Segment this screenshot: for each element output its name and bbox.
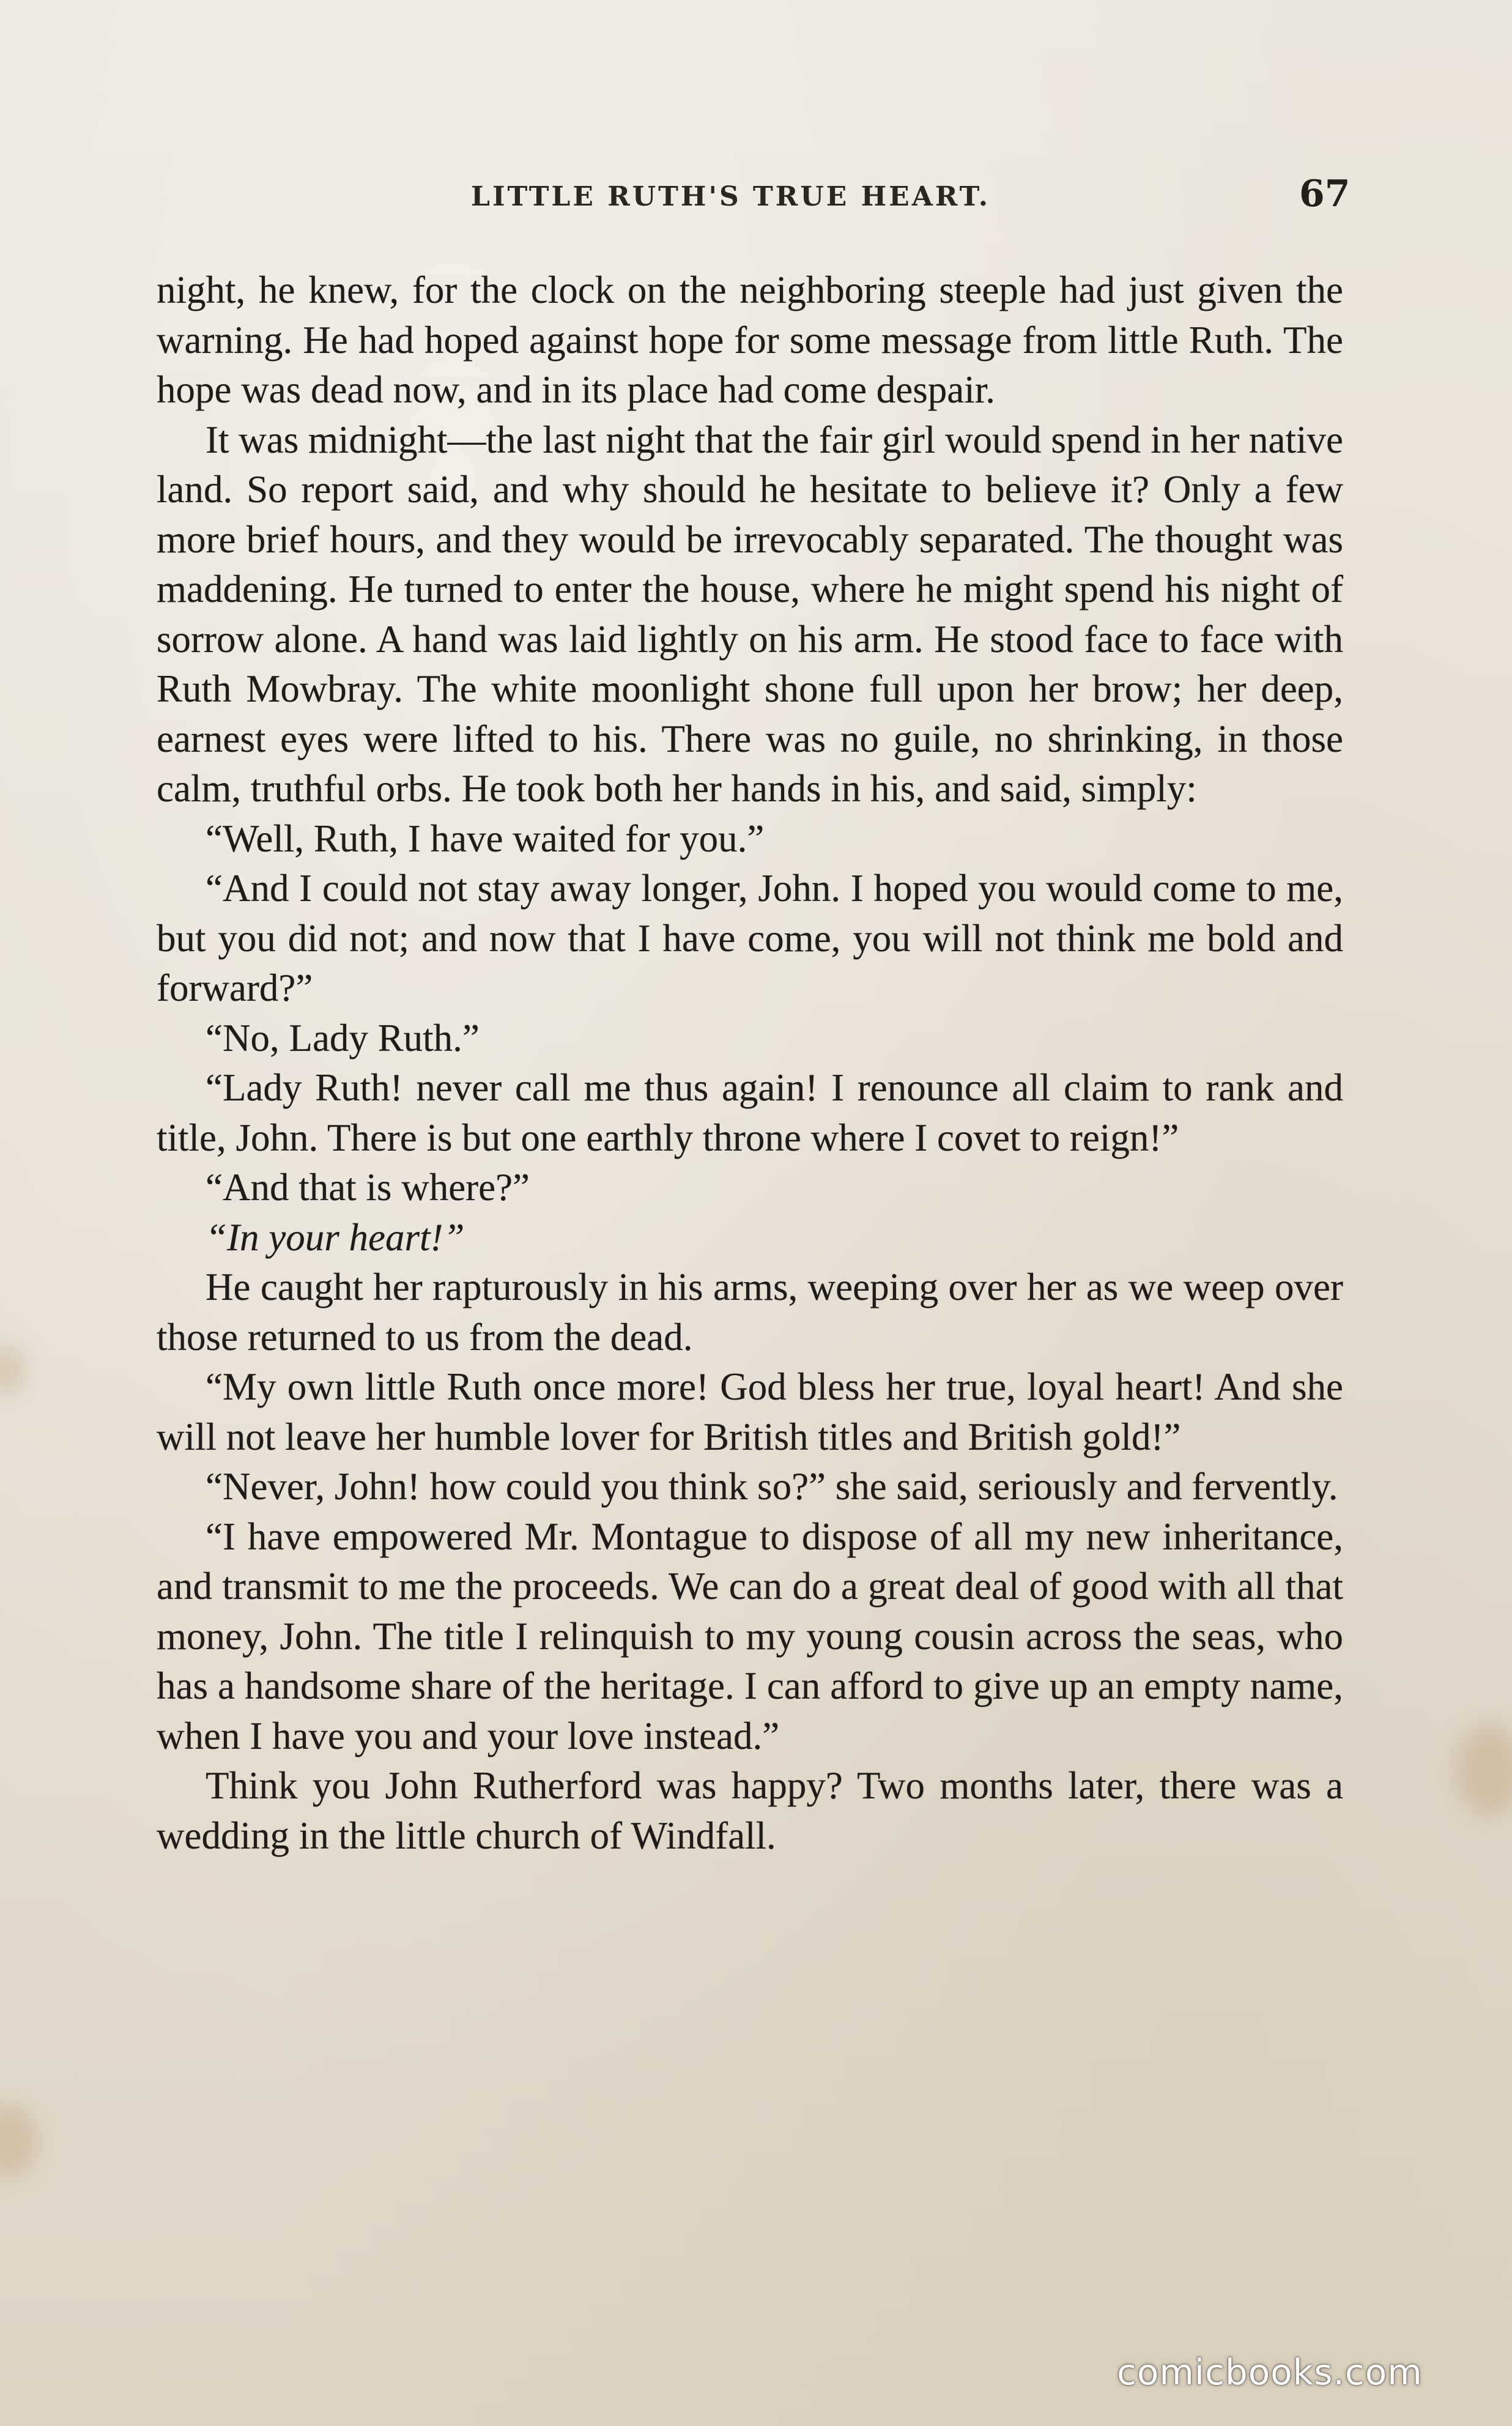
paragraph: “I have empowered Mr. Montague to dispose of all my new inheritance, and transmit to me the proceeds. We can do a great deal of good with all that money, John. The title I relinquish to my young cousin across the seas, who has a handsome share of the heritage. I can afford to give up an empty name, when I have you and your love instead.” [157,1515,1343,1757]
paragraph: It was midnight—the last night that the fair girl would spend in her native land. So report said, and why should he hesitate to believe it? Only a few more brief hours, and they would be irrevocably separated. The thought was maddening. He turned to enter the house, where he might spend his night of sorrow alone. A hand was laid lightly on his arm. He stood face to face with Ruth Mowbray. The white moonlight shone full upon her brow; her deep, earnest eyes were lifted to his. There was no guile, no shrinking, in those calm, truthful orbs. He took both her hands in his, and said, simply: [157,418,1343,810]
paragraph: night, he knew, for the clock on the neighboring steeple had just given the warning. He had hoped against hope for some message from little Ruth. The hope was dead now, and in its place had come despair. [157,269,1343,411]
paragraph: “And that is where?” [206,1166,530,1209]
watermark: comicbooks.com [1117,2351,1423,2393]
paragraph: Think you John Rutherford was happy? Two months later, there was a wedding in the little church of Windfall. [157,1764,1343,1857]
paragraph: “Well, Ruth, I have waited for you.” [206,817,765,860]
paragraph: He caught her rapturously in his arms, weeping over her as we weep over those returned to us from the dead. [157,1266,1343,1359]
page-number: 67 [1299,172,1351,215]
paragraph: “Never, John! how could you think so?” she said, seriously and fervently. [206,1465,1338,1508]
paper-stain [1456,1725,1512,1817]
body-text [157,265,1343,1861]
running-head: LITTLE RUTH'S TRUE HEART. [471,181,991,212]
paragraph: “My own little Ruth once more! God bless her true, loyal heart! And she will not leave her humble lover for British titles and British gold!” [157,1365,1343,1458]
paragraph-italic [157,1213,1343,1263]
paper-stain [0,1346,24,1395]
paper-stain [0,2104,37,2178]
italic-text: “In your heart!” [206,1215,465,1259]
paragraph: “And I could not stay away longer, John. I hoped you would come to me, but you did not; and now that I have come, you will not think me bold and forward?” [157,867,1343,1009]
paragraph: “No, Lady Ruth.” [206,1016,480,1059]
paragraph: “Lady Ruth! never call me thus again! I renounce all claim to rank and title, John. There is but one earthly throne where I covet to reign!” [157,1066,1343,1159]
